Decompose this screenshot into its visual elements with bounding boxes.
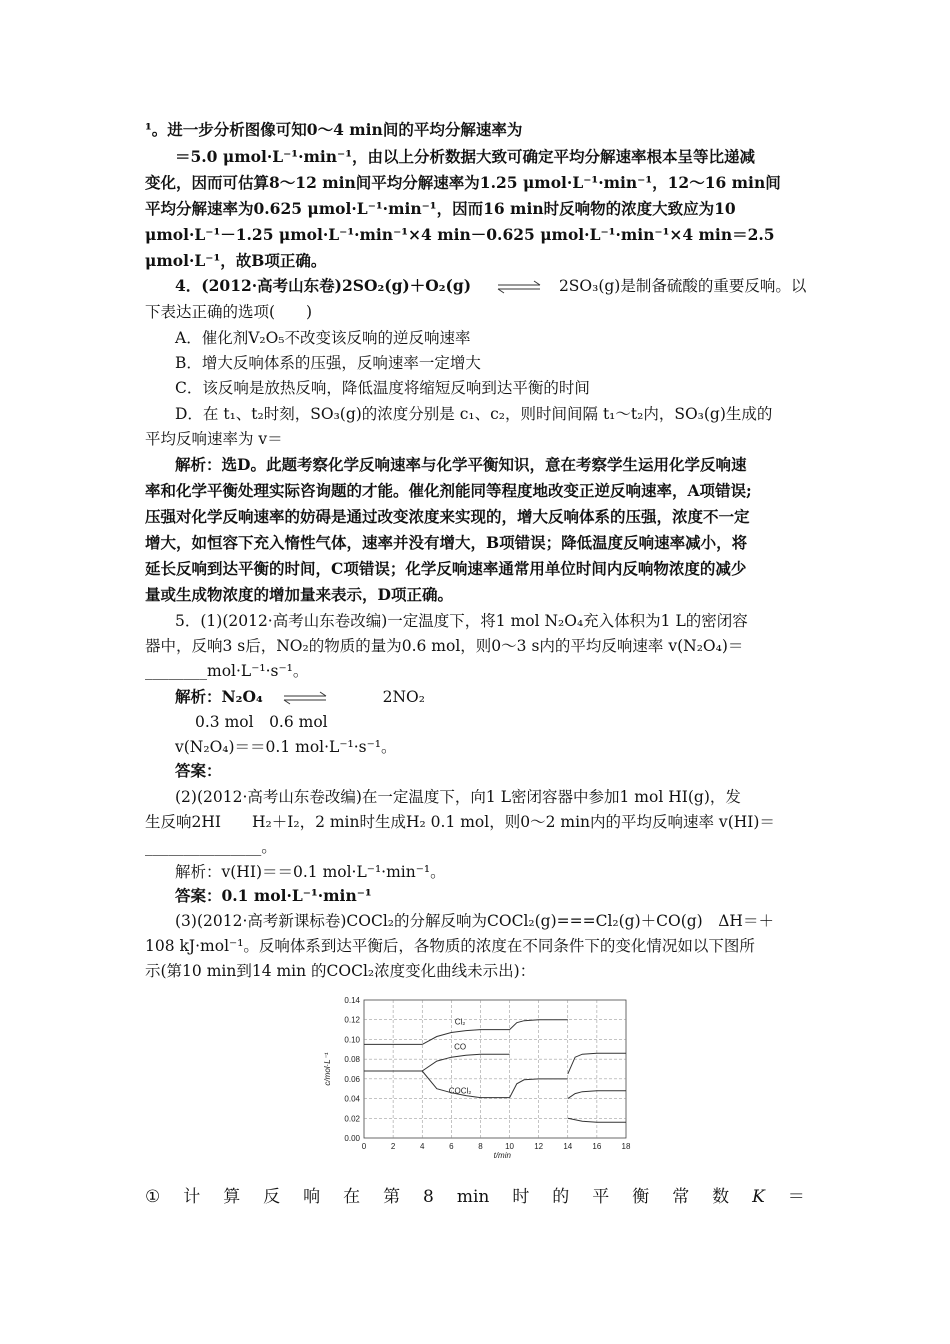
question-line-1 <box>145 1184 805 1210</box>
series-line-co <box>422 1054 509 1071</box>
option-c: C．该反响是放热反响，降低温度将缩短反响到达平衡的时间 <box>175 379 590 397</box>
answer-line: 答案：0.1 mol·L⁻¹·min⁻¹ <box>175 886 372 905</box>
question-4-stem <box>175 273 806 299</box>
concentration-chart <box>318 990 638 1168</box>
y-axis-label: c/mol·L⁻¹ <box>323 1052 332 1086</box>
justified-token: 算 <box>223 1187 241 1207</box>
analysis-line: 增大，如恒容下充入惰性气体，速率并没有增大，B项错误；降低温度反响速率减小，将 <box>145 533 748 552</box>
text-line: 平均分解速率为0.625 μmol·L⁻¹·min⁻¹，因而16 min时反响物的浓度大致应为10 <box>145 199 736 218</box>
text-line: 108 kJ·mol⁻¹。反响体系到达平衡后，各物质的浓度在不同条件下的变化情况如以下图所 <box>145 937 755 955</box>
justified-token: 平 <box>592 1187 610 1207</box>
question-5-stem: 5．(1)(2012·高考山东卷改编)一定温度下，将1 mol N₂O₄充入体积为1 L的密闭容 <box>175 612 748 630</box>
y-tick-label: 0.06 <box>344 1074 360 1084</box>
series-label: CO <box>454 1042 467 1052</box>
justified-token: 响 <box>303 1187 321 1207</box>
justified-token: 常 <box>672 1187 690 1207</box>
option-d: D．在 t₁、t₂时刻，SO₃(g)的浓度分别是 c₁、c₂，则时间间隔 t₁～t₂内，SO₃(g)生成的 <box>175 405 773 423</box>
question-5-3-stem: (3)(2012·高考新课标卷)COCl₂的分解反响为COCl₂(g)===Cl₂(g)＋CO(g) ΔH＝＋ <box>175 912 774 930</box>
equilibrium-arrow-icon <box>496 280 542 294</box>
answer-blank-line: _______________。 <box>145 838 277 856</box>
x-tick-label: 16 <box>592 1142 602 1151</box>
justified-token: min <box>456 1187 490 1207</box>
plot-frame <box>364 1000 626 1138</box>
text-line: μmol·L⁻¹，故B项正确。 <box>145 251 327 270</box>
justified-token: 计 <box>183 1187 201 1207</box>
analysis-line: 解析：选D。此题考察化学反响速率与化学平衡知识，意在考察学生运用化学反响速 <box>175 455 747 474</box>
justified-token: 8 <box>423 1187 434 1207</box>
justified-token: K <box>752 1187 765 1207</box>
justified-token: 反 <box>263 1187 281 1207</box>
analysis-line: 压强对化学反响速率的妨碍是通过改变浓度来实现的，增大反响体系的压强，浓度不一定 <box>145 507 750 526</box>
answer-label: 答案： <box>175 761 222 780</box>
solution-label: 解析：N₂O₄ <box>175 687 263 706</box>
text-line: 示(第10 min到14 min 的COCl₂浓度变化曲线未示出)： <box>145 962 536 980</box>
y-tick-label: 0.12 <box>344 1015 360 1025</box>
text-line: 下表达正确的选项( ) <box>145 303 313 321</box>
x-tick-label: 0 <box>361 1142 367 1151</box>
text-line: 0.3 mol 0.6 mol <box>195 713 328 731</box>
q4-text-b: 2SO₃(g)是制备硫酸的重要反响。以 <box>558 277 807 295</box>
y-tick-label: 0.10 <box>344 1035 360 1045</box>
text-line: 器中，反响3 s后，NO₂的物质的量为0.6 mol，则0～3 s内的平均反响速率 v(N₂O₄)＝ <box>145 637 744 655</box>
answer-blank-line: ________mol·L⁻¹·s⁻¹。 <box>145 662 309 680</box>
text-line: μmol·L⁻¹－1.25 μmol·L⁻¹·min⁻¹×4 min－0.625 μmol·L⁻¹·min⁻¹×4 min＝2.5 <box>145 225 775 244</box>
analysis-line: 延长反响到达平衡的时间，C项错误；化学反响速率通常用单位时间内反响物浓度的减少 <box>145 559 747 578</box>
justified-token: 时 <box>512 1187 530 1207</box>
analysis-line: 率和化学平衡处理实际咨询题的才能。催化剂能同等程度地改变正逆反响速率，A项错误; <box>145 481 752 500</box>
solution-product: 2NO₂ <box>382 688 425 706</box>
y-tick-label: 0.02 <box>344 1114 360 1124</box>
justified-token: 衡 <box>632 1187 650 1207</box>
y-tick-label: 0.08 <box>344 1055 360 1065</box>
justified-token: 的 <box>552 1187 570 1207</box>
text-line: 生反响2HI H₂＋I₂，2 min时生成H₂ 0.1 mol，则0～2 min内的平均反响速率 v(HI)＝ <box>145 813 775 831</box>
text-line: v(N₂O₄)＝＝0.1 mol·L⁻¹·s⁻¹。 <box>175 738 397 756</box>
x-tick-label: 18 <box>621 1142 631 1151</box>
x-tick-label: 6 <box>449 1142 454 1151</box>
y-tick-label: 0.14 <box>344 996 360 1005</box>
q4-text-a: 4．(2012·高考山东卷)2SO₂(g)＋O₂(g) <box>175 276 472 295</box>
justified-token: 第 <box>383 1187 401 1207</box>
text-line: ¹。进一步分析图像可知0～4 min间的平均分解速率为 <box>145 120 523 139</box>
analysis-line: 量或生成物浓度的增加量来表示，D项正确。 <box>145 585 453 604</box>
x-tick-label: 14 <box>563 1142 573 1151</box>
x-tick-label: 12 <box>534 1142 544 1151</box>
text-line: ＝5.0 μmol·L⁻¹·min⁻¹，由以上分析数据大致可确定平均分解速率根本呈等比递减 <box>175 147 756 166</box>
text-line: 变化，因而可估算8～12 min间平均分解速率为1.25 μmol·L⁻¹·min⁻¹，12～16 min间 <box>145 173 781 192</box>
justified-token: 数 <box>712 1187 730 1207</box>
justified-token: 在 <box>343 1187 361 1207</box>
y-tick-label: 0.04 <box>344 1094 360 1104</box>
justified-token: ＝ <box>787 1187 805 1207</box>
equilibrium-arrow-icon <box>282 691 328 705</box>
x-tick-label: 2 <box>390 1142 396 1151</box>
series-label: COCl₂ <box>448 1086 472 1096</box>
solution-line: 解析：v(HI)＝＝0.1 mol·L⁻¹·min⁻¹。 <box>175 863 446 881</box>
x-tick-label: 10 <box>505 1142 515 1151</box>
series-label: Cl₂ <box>454 1017 466 1027</box>
y-tick-label: 0.00 <box>344 1134 360 1143</box>
x-tick-label: 8 <box>478 1142 483 1151</box>
option-a: A．催化剂V₂O₅不改变该反响的逆反响速率 <box>175 329 471 347</box>
question-5-2-stem: (2)(2012·高考山东卷改编)在一定温度下，向1 L密闭容器中参加1 mol HI(g)，发 <box>175 788 741 806</box>
x-tick-label: 4 <box>419 1142 425 1151</box>
text-line: 平均反响速率为 v＝ <box>145 430 283 448</box>
x-axis-label: t/min <box>493 1151 511 1160</box>
justified-token: ① <box>145 1187 161 1207</box>
solution-line <box>175 684 425 710</box>
option-b: B．增大反响体系的压强，反响速率一定增大 <box>175 354 481 372</box>
